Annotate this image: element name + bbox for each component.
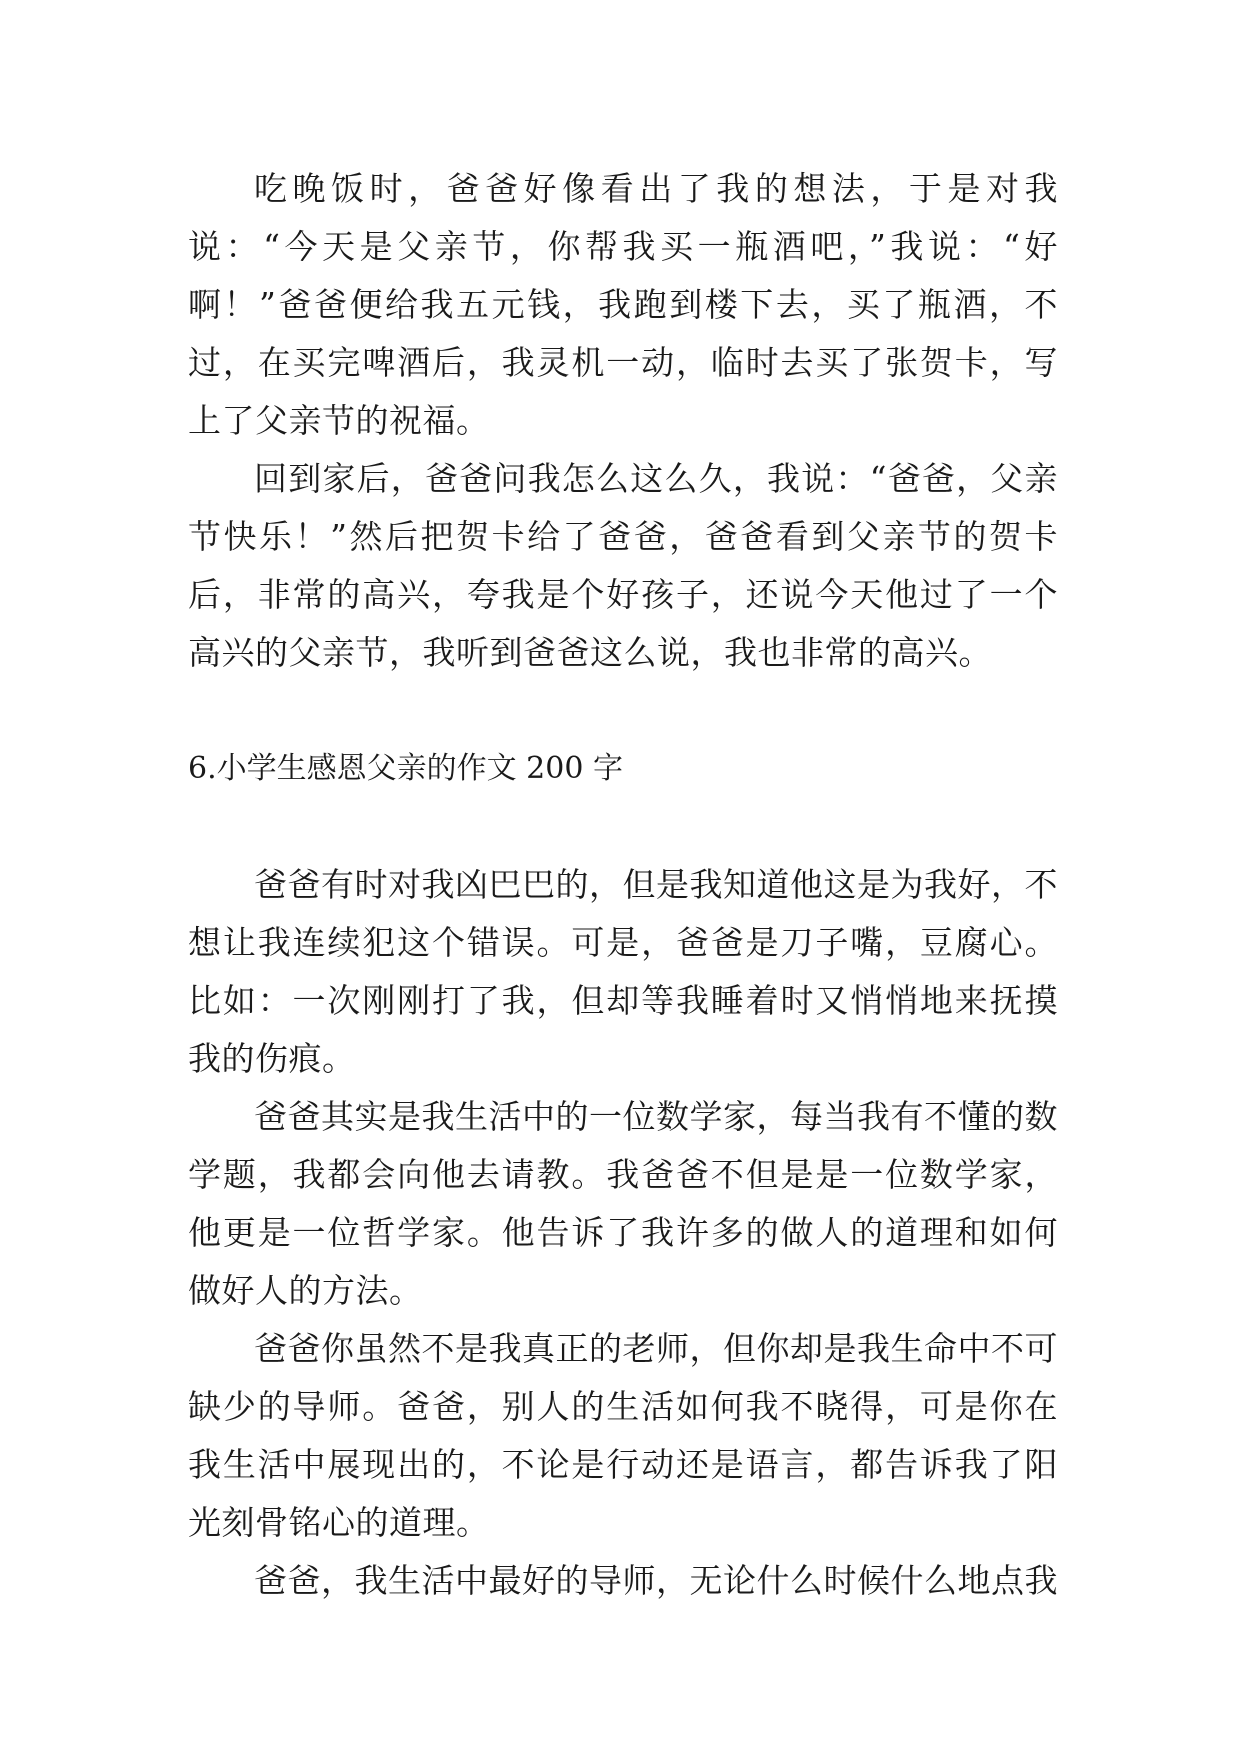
spacer [188, 798, 1058, 856]
paragraph-strict-father: 爸爸有时对我凶巴巴的，但是我知道他这是为我好，不想让我连续犯这个错误。可是，爸爸是刀子嘴，豆腐心。比如：一次刚刚打了我，但却等我睡着时又悄悄地来抚摸我的伤痕。 [188, 865, 1058, 1078]
paragraph-dinner: 吃晚饭时，爸爸好像看出了我的想法，于是对我说：“今天是父亲节，你帮我买一瓶酒吧，”我说：“好啊！”爸爸便给我五元钱，我跑到楼下去，买了瓶酒，不过，在买完啤酒后，我灵机一动，临时去买了张贺卡，写上了父亲节的祝福。 [188, 169, 1058, 440]
paragraph-mentor: 爸爸你虽然不是我真正的老师，但你却是我生命中不可缺少的导师。爸爸，别人的生活如何我不晓得，可是你在我生活中展现出的，不论是行动还是语言，都告诉我了阳光刻骨铭心的道理。 [188, 1329, 1058, 1542]
paragraph-greeting-card: 回到家后，爸爸问我怎么这么久，我说：“爸爸，父亲节快乐！”然后把贺卡给了爸爸，爸爸看到父亲节的贺卡后，非常的高兴，夸我是个好孩子，还说今天他过了一个高兴的父亲节，我听到爸爸这么说，我也非常的高兴。 [188, 459, 1058, 672]
document-body [188, 160, 1058, 1610]
paragraph-best-mentor: 爸爸，我生活中最好的导师，无论什么时候什么地点我 [254, 1561, 1058, 1600]
section-heading: 6.小学生感恩父亲的作文 200 字 [188, 751, 623, 786]
spacer [188, 682, 1058, 740]
paragraph-mathematician: 爸爸其实是我生活中的一位数学家，每当我有不懂的数学题，我都会向他去请教。我爸爸不但是是一位数学家，他更是一位哲学家。他告诉了我许多的做人的道理和如何做好人的方法。 [188, 1097, 1058, 1310]
